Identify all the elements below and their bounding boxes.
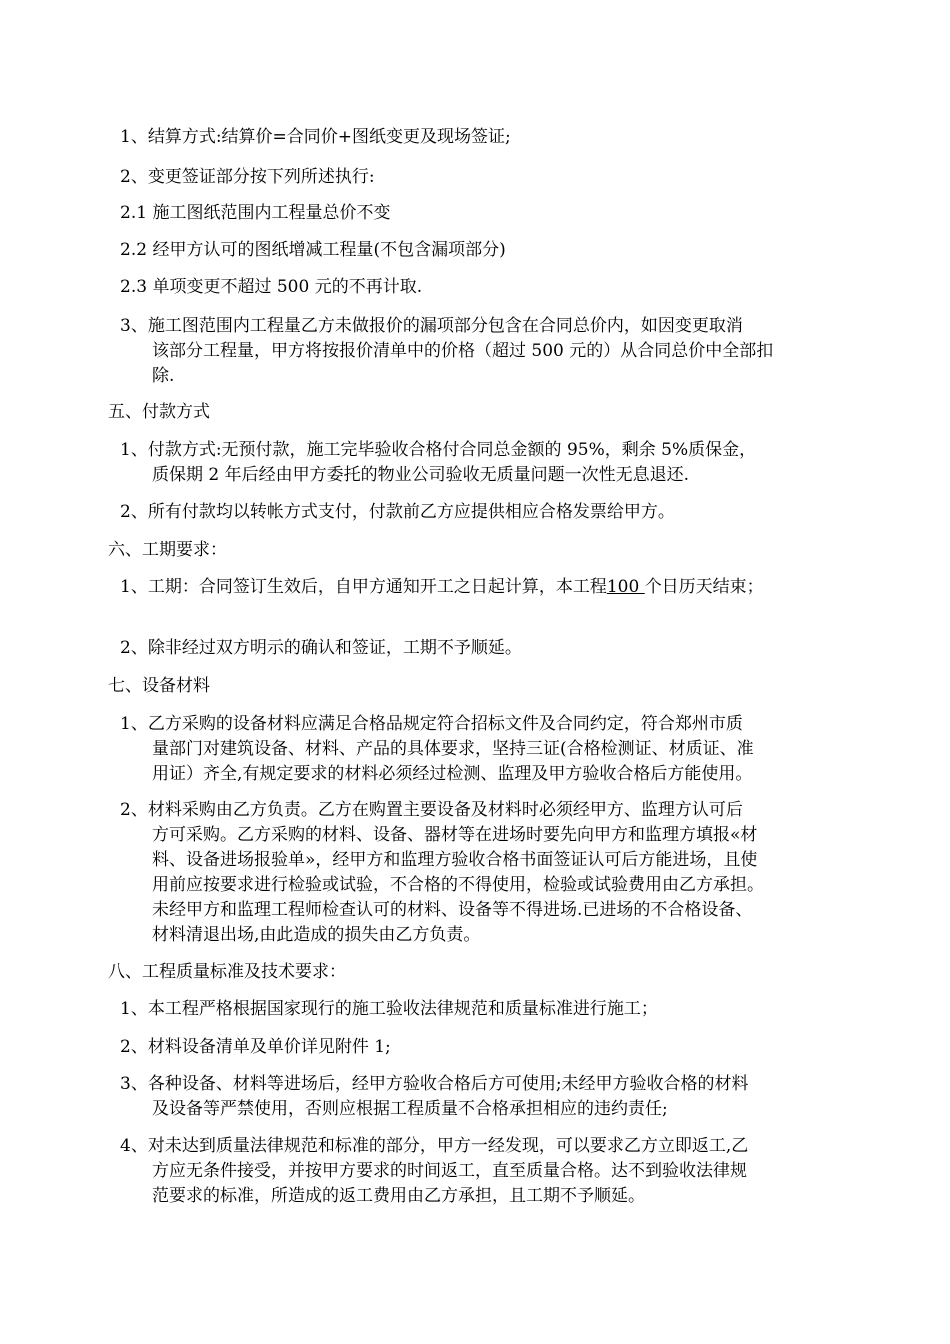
clause-5-item-1-line-2: 质保期 2 年后经由甲方委托的物业公司验收无质量问题一次性无息退还.	[152, 465, 690, 485]
clause-7-item-2-line-5: 未经甲方和监理工程师检查认可的材料、设备等不得进场.已进场的不合格设备、	[152, 900, 753, 920]
clause-6-item-2: 2、除非经过双方明示的确认和签证，工期不予顺延。	[120, 638, 522, 658]
section-7-heading: 七、设备材料	[108, 676, 210, 696]
clause-4-item-2-2: 2.2 经甲方认可的图纸增减工程量(不包含漏项部分)	[120, 240, 506, 260]
clause-7-item-1-line-3: 用证）齐全,有规定要求的材料必须经过检测、监理及甲方验收合格后方能使用。	[152, 764, 753, 784]
clause-5-item-1-line-1: 1、付款方式:无预付款，施工完毕验收合格付合同总金额的 95%，剩余 5%质保金，	[120, 440, 757, 460]
clause-7-item-2-line-4: 用前应按要求进行检验或试验，不合格的不得使用，检验或试验费用由乙方承担。	[152, 875, 764, 895]
clause-6-item-1	[120, 577, 764, 597]
clause-7-item-2-line-6: 材料清退出场,由此造成的损失由乙方负责。	[152, 925, 481, 945]
clause-4-item-3-line-3: 除.	[152, 366, 175, 386]
section-8-heading: 八、工程质量标准及技术要求：	[108, 962, 346, 982]
section-6-heading: 六、工期要求：	[108, 540, 227, 560]
section-5-heading: 五、付款方式	[108, 402, 210, 422]
clause-8-item-3-line-2: 及设备等严禁使用，否则应根据工程质量不合格承担相应的违约责任;	[152, 1099, 668, 1119]
clause-7-item-1-line-1: 1、乙方采购的设备材料应满足合格品规定符合招标文件及合同约定，符合郑州市质	[120, 714, 743, 734]
clause-7-item-2-line-2: 方可采购。乙方采购的材料、设备、器材等在进场时要先向甲方和监理方填报«材	[152, 825, 758, 845]
clause-4-item-2-3: 2.3 单项变更不超过 500 元的不再计取.	[120, 277, 423, 297]
clause-5-item-2: 2、所有付款均以转帐方式支付，付款前乙方应提供相应合格发票给甲方。	[120, 502, 675, 522]
clause-7-item-1-line-2: 量部门对建筑设备、材料、产品的具体要求，坚持三证(合格检测证、材质证、准	[152, 739, 754, 759]
clause-4-item-3-line-1: 3、施工图范围内工程量乙方未做报价的漏项部分包含在合同总价内，如因变更取消	[120, 316, 743, 336]
clause-8-item-2: 2、材料设备清单及单价详见附件 1;	[120, 1037, 391, 1057]
clause-8-item-3-line-1: 3、各种设备、材料等进场后，经甲方验收合格后方可使用;未经甲方验收合格的材料	[120, 1074, 749, 1094]
clause-7-item-2-line-1: 2、材料采购由乙方负责。乙方在购置主要设备及材料时必须经甲方、监理方认可后	[120, 800, 743, 820]
clause-6-item-1-suffix: 个日历天结束；	[644, 577, 764, 597]
clause-8-item-4-line-2: 方应无条件接受，并按甲方要求的时间返工，直至质量合格。达不到验收法律规	[152, 1161, 747, 1181]
clause-6-item-1-text: 1、工期：合同签订生效后，自甲方通知开工之日起计算，本工程	[120, 577, 607, 597]
duration-days-value: 100	[606, 577, 645, 597]
clause-4-item-2: 2、变更签证部分按下列所述执行:	[120, 167, 375, 187]
clause-7-item-2-line-3: 料、设备进场报验单»，经甲方和监理方验收合格书面签证认可后方能进场，且使	[152, 850, 758, 870]
clause-8-item-1: 1、本工程严格根据国家现行的施工验收法律规范和质量标准进行施工；	[120, 999, 658, 1019]
clause-8-item-4-line-3: 范要求的标准，所造成的返工费用由乙方承担，且工期不予顺延。	[152, 1186, 645, 1206]
clause-4-item-1: 1、结算方式:结算价=合同价+图纸变更及现场签证;	[120, 127, 511, 147]
clause-4-item-2-1: 2.1 施工图纸范围内工程量总价不变	[120, 203, 391, 223]
clause-4-item-3-line-2: 该部分工程量，甲方将按报价清单中的价格（超过 500 元的）从合同总价中全部扣	[152, 341, 774, 361]
clause-8-item-4-line-1: 4、对未达到质量法律规范和标准的部分，甲方一经发现，可以要求乙方立即返工,乙	[120, 1136, 749, 1156]
